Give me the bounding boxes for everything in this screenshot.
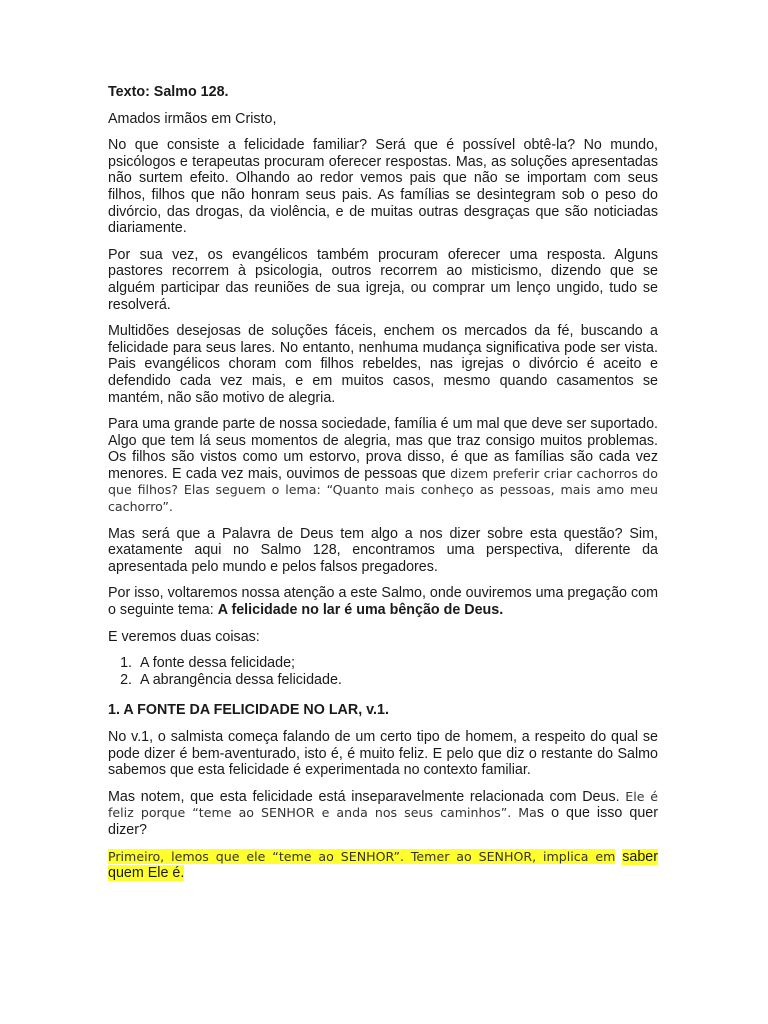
paragraph-6-text: Por isso, voltaremos nossa atenção a este Salmo, onde ouviremos uma pregação com o seguinte tema:	[108, 585, 658, 619]
highlighted-text: Primeiro, lemos que ele “teme ao SENHOR”. Temer ao SENHOR, implica em	[108, 848, 616, 864]
paragraph-7: E veremos duas coisas:	[108, 628, 260, 645]
list-item: 2. A abrangência dessa felicidade.	[136, 672, 658, 689]
paragraph-8: No v.1, o salmista começa falando de um certo tipo de homem, a respeito do qual se pode dizer é bem-aventurado, isto é, é muito feliz. E pelo que diz o restante do Salmo sabemos que esta felicidade é experimentada no contexto familiar.	[108, 729, 658, 779]
paragraph-4-quote: dizem preferir criar cachorros do que filhos? Elas seguem o lema: “Quanto mais conheço as pessoas, mais amo meu cachorro”.	[108, 465, 659, 515]
section-heading: 1. A FONTE DA FELICIDADE NO LAR, v.1.	[108, 702, 389, 719]
list-item: 1. A fonte dessa felicidade;	[136, 655, 658, 672]
paragraph-9	[108, 789, 658, 839]
points-list	[108, 655, 658, 688]
paragraph-4	[108, 416, 658, 516]
paragraph-10	[108, 849, 658, 882]
document-page	[108, 84, 658, 892]
sermon-theme: A felicidade no lar é uma bênção de Deus.	[217, 602, 504, 619]
paragraph-2: Por sua vez, os evangélicos também procuram oferecer uma resposta. Alguns pastores recorrem à psicologia, outros recorrem ao misticismo, dizendo que se alguém participar das reuniões de sua igreja, ou comprar um lenço ungido, tudo se resolverá.	[108, 246, 658, 313]
paragraph-9-text: Mas notem, que esta felicidade está inseparavelmente relacionada com Deus.	[108, 788, 620, 805]
greeting: Amados irmãos em Cristo,	[108, 110, 277, 127]
highlighted-text-end: saber quem Ele é.	[108, 848, 658, 882]
paragraph-6	[108, 585, 658, 618]
paragraph-9-end: s o que isso quer dizer?	[108, 805, 658, 838]
paragraph-9-quote: Ele é feliz porque “teme ao SENHOR e anda nos seus caminhos”. Ma	[108, 788, 658, 821]
paragraph-1: No que consiste a felicidade familiar? Será que é possível obtê-la? No mundo, psicólogos e terapeutas procuram oferecer respostas. Mas, as soluções apresentadas não surtem efeito. Olhando ao redor vemos pais que não se importam com seus filhos, filhos que não honram seus pais. As famílias se desintegram sob o peso do divórcio, das drogas, da violência, e de muitas outras desgraças que são noticiadas diariamente.	[108, 137, 658, 237]
document-title: Texto: Salmo 128.	[108, 84, 229, 100]
paragraph-3: Multidões desejosas de soluções fáceis, enchem os mercados da fé, buscando a felicidade para seus lares. No entanto, nenhuma mudança significativa pode ser vista. Pais evangélicos choram com filhos rebeldes, nas igrejas o divórcio é aceito e defendido cada vez mais, e em muitos casos, mesmo quando casamentos se mantém, não são motivo de alegria.	[108, 323, 658, 406]
paragraph-5: Mas será que a Palavra de Deus tem algo a nos dizer sobre esta questão? Sim, exatamente aqui no Salmo 128, encontramos uma perspectiva, diferente da apresentada pelo mundo e pelos falsos pregadores.	[108, 525, 658, 575]
paragraph-4-text: Para uma grande parte de nossa sociedade, família é um mal que deve ser suportado. Algo que tem lá seus momentos de alegria, mas que traz consigo muitos problemas. Os filhos são vistos como um estorvo, prova disso, é que as famílias são cada vez menores. E cada vez mais, ouvimos de pessoas que	[108, 416, 658, 482]
